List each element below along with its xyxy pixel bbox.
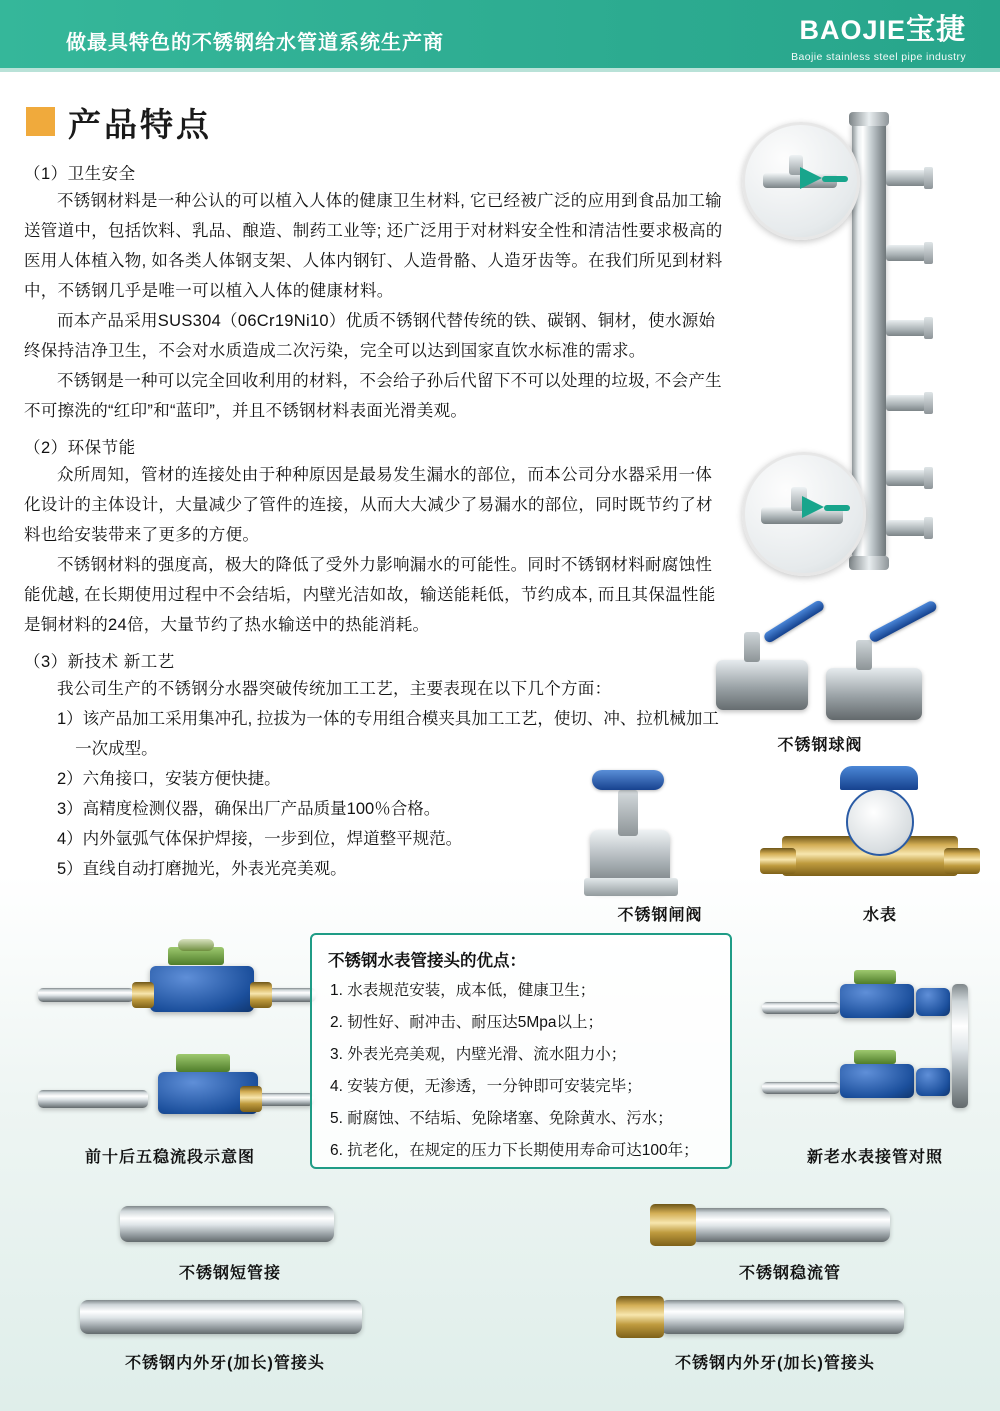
header-slogan: 做最具特色的不锈钢给水管道系统生产商 (66, 32, 444, 54)
manifold-branch-1 (886, 170, 926, 186)
list-item-3: 3）高精度检测仪器，确保出厂产品质量100％合格。 (57, 800, 441, 818)
manifold-top-cap (849, 112, 889, 126)
paragraph-2: 而本产品采用SUS304（06Cr19Ni10）优质不锈钢代替传统的铁、碳钢、铜材，使水源始终保持洁净卫生，不会对水质造成二次污染，完全可以达到国家直饮水标准的需求。 (24, 312, 716, 360)
advantages-title: 不锈钢水表管接头的优点： (328, 952, 526, 970)
arrow-shaft-top (822, 176, 848, 182)
ball-valve-1-handle (762, 599, 825, 644)
cmp2-valve (916, 1068, 950, 1096)
arrow-head-top-icon (800, 167, 822, 189)
ball-valve-2-body (826, 668, 922, 720)
manifold-branch-3 (886, 320, 926, 336)
cmp-vertical-pipe (952, 984, 968, 1108)
paragraph-4: 众所周知，管材的连接处由于种种原因是最易发生漏水的部位，而本公司分水器采用一体化设计的主体设计，大量减少了管件的连接，从而大大减少了易漏水的部位，同时既节约了材料也给安装带来了更多的方便。 (24, 466, 713, 544)
advantage-item-6: 6. 抗老化，在规定的压力下长期使用寿命可达100年； (330, 1142, 699, 1159)
cmp2-meter (840, 1064, 914, 1098)
assembly1-meter-body (150, 966, 254, 1012)
section-title: 产品特点 (68, 106, 212, 143)
list-item-2: 2）六角接口，安装方便快捷。 (57, 770, 281, 788)
list-item-1 (24, 704, 724, 764)
cmp1-meter (840, 984, 914, 1018)
paragraph-6: 我公司生产的不锈钢分水器突破传统加工工艺，主要表现在以下几个方面： (57, 680, 612, 698)
assembly1-brass-right (250, 982, 272, 1008)
list-item-4: 4）内外氩弧气体保护焊接，一步到位，焊道整平规范。 (57, 830, 463, 848)
cmp2-left-pipe (762, 1082, 840, 1094)
cmp1-left-pipe (762, 1002, 840, 1014)
advantage-item-5: 5. 耐腐蚀、不结垢、免除堵塞、免除黄水、污水； (330, 1110, 673, 1127)
section-marker-icon (26, 107, 55, 136)
long-joint-left-photo (80, 1300, 362, 1334)
water-meter-outlet (944, 848, 980, 874)
advantage-item-4: 4. 安装方便，无渗透，一分钟即可安装完毕； (330, 1078, 642, 1095)
page-header (0, 0, 1000, 72)
caption-gate-valve: 不锈钢闸阀 (617, 907, 703, 924)
brand-name-cn: 宝捷 (905, 14, 966, 46)
assembly1-left-pipe (38, 988, 134, 1002)
ball-valve-1-body (716, 660, 808, 710)
ball-valve-2-stem (856, 640, 872, 670)
manifold-bottom-cap (849, 556, 889, 570)
paragraph-1: 不锈钢材料是一种公认的可以植入人体的健康卫生材料, 它已经被广泛的应用到食品加工输送管道中，包括饮料、乳品、酿造、制药工业等; 还广泛用于对材料安全性和清洁性要求极高的医用人体植入物, 如各类人体钢支架、人体内钢钉、人造骨骼、人造牙齿等。在我们所见到材料中，不锈钢几乎是唯一可以植入人体的健康材料。 (24, 192, 723, 300)
paragraph-3: 不锈钢是一种可以完全回收利用的材料，不会给子孙后代留下不可以处理的垃圾, 不会产生不可擦洗的“红印”和“蓝印”，并且不锈钢材料表面光滑美观。 (24, 372, 722, 420)
advantages-box (310, 933, 732, 1169)
caption-old-new: 新老水表接管对照 (806, 1149, 943, 1166)
gate-valve-stem (618, 790, 638, 836)
water-meter-dial (846, 788, 914, 856)
assembly1-meter-top (178, 939, 214, 951)
paragraph-5: 不锈钢材料的强度高，极大的降低了受外力影响漏水的可能性。同时不锈钢材料耐腐蚀性能优越, 在长期使用过程中不会结垢，内壁光洁如故，输送能耗低，节约成本, 而且其保温性能是铜材料的24倍，大量节约了热水输送中的热能消耗。 (24, 556, 716, 634)
ball-valve-1-stem (744, 632, 760, 662)
steady-pipe-body (690, 1208, 890, 1242)
advantage-item-2: 2. 韧性好、耐冲击、耐压达5Mpa以上； (330, 1014, 604, 1031)
assembly2-left-pipe (38, 1090, 148, 1108)
brand-tagline: Baojie stainless steel pipe industry (791, 51, 966, 63)
brand-logo (791, 16, 966, 63)
caption-long-joint-left: 不锈钢内外牙(加长)管接头 (125, 1355, 325, 1372)
cmp1-green-cap (854, 970, 896, 984)
steady-pipe-brass-nut (650, 1204, 696, 1246)
manifold-branch-5 (886, 470, 926, 486)
caption-short-pipe: 不锈钢短管接 (178, 1265, 281, 1282)
cmp1-valve (916, 988, 950, 1016)
cmp2-green-cap (854, 1050, 896, 1064)
brand-name (791, 16, 966, 45)
advantage-item-1: 1. 水表规范安装，成本低，健康卫生； (330, 982, 596, 999)
caption-ball-valve: 不锈钢球阀 (777, 737, 863, 754)
gate-valve-base (584, 878, 678, 896)
caption-water-meter: 水表 (862, 907, 897, 924)
arrow-shaft-bottom (824, 505, 850, 511)
caption-front-back: 前十后五稳流段示意图 (84, 1149, 255, 1166)
advantage-item-3: 3. 外表光亮美观，内壁光滑、流水阻力小； (330, 1046, 627, 1063)
brand-name-en: BAOJIE (799, 15, 906, 45)
manifold-branch-6 (886, 520, 926, 536)
caption-steady-pipe: 不锈钢稳流管 (738, 1265, 841, 1282)
water-meter-cover (840, 766, 918, 790)
assembly2-brass-right (240, 1086, 262, 1112)
water-meter-inlet (760, 848, 796, 874)
heading-tech: （3）新技术 新工艺 (24, 653, 175, 671)
short-pipe-photo (120, 1206, 334, 1242)
heading-eco: （2）环保节能 (24, 439, 136, 457)
long-joint-right-brass-nut (616, 1296, 664, 1338)
arrow-head-bottom-icon (802, 496, 824, 518)
manifold-branch-2 (886, 245, 926, 261)
assembly1-brass-left (132, 982, 154, 1008)
long-joint-right-body (660, 1300, 904, 1334)
heading-hygiene: （1）卫生安全 (24, 165, 136, 183)
gate-valve-handwheel (592, 770, 664, 790)
manifold-branch-4 (886, 395, 926, 411)
list-item-1-text: 1）该产品加工采用集冲孔, 拉拔为一体的专用组合模夹具加工工艺，使切、冲、拉机械加工一次成型。 (57, 710, 719, 758)
caption-long-joint-right: 不锈钢内外牙(加长)管接头 (675, 1355, 875, 1372)
ball-valve-2-handle (868, 599, 939, 643)
assembly2-green-cap (176, 1054, 230, 1072)
list-item-5: 5）直线自动打磨抛光，外表光亮美观。 (57, 860, 347, 878)
